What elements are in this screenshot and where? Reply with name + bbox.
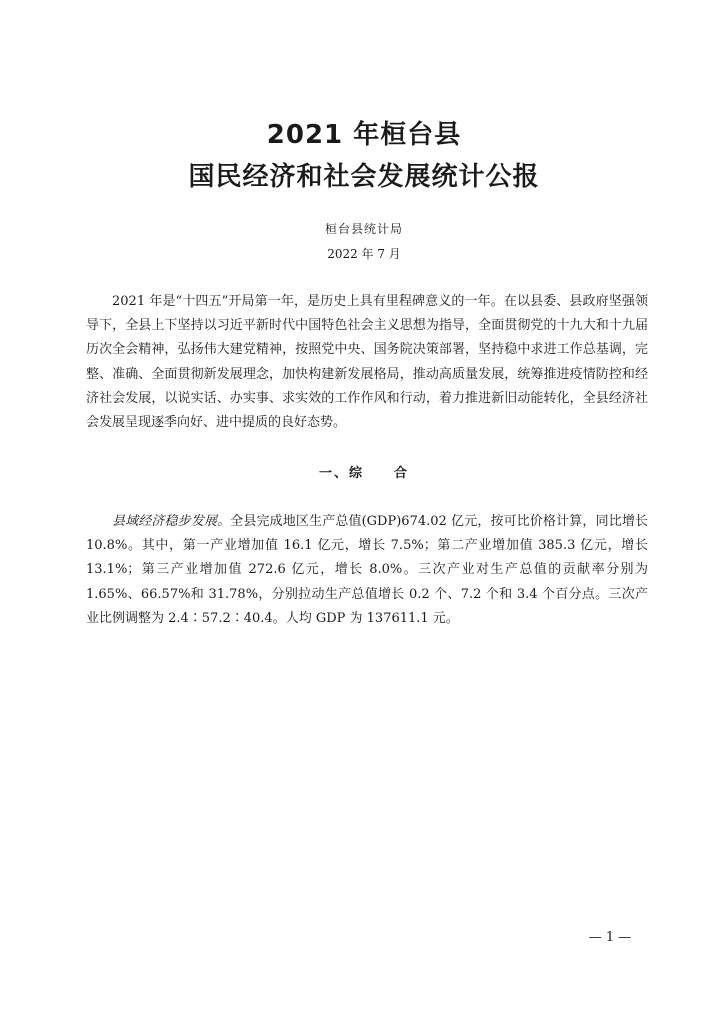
page-number: — 1 — [588,930,632,945]
report-title-line-2: 国民经济和社会发展统计公报 [188,162,540,192]
report-title-line-1: 2021 年桓台县 [266,120,462,150]
report-date: 2022 年 7 月 [327,247,401,261]
section-heading-overview: 一、综 合 [318,466,409,481]
section-paragraph-economy [86,510,648,631]
report-author: 桓台县统计局 [324,222,403,236]
paragraph-body: 全县完成地区生产总值(GDP)674.02 亿元，按可比价格计算，同比增长 10.8%。其中，第一产业增加值 16.1 亿元，增长 7.5%；第二产业增加值 385.3 亿元，增长 13.1%；第三产业增加值 272.6 亿元，增长 8.0%。三次产业对生产总值的贡献率分别为 1.65%、66.57%和 31.78%，分别拉动生产总值增长 0.2 个、7.2 个和 3.4 个百分点。三次产业比例调整为 2.4∶57.2∶40.4。人均 GDP 为 137611.1 元。 [86,514,648,626]
intro-paragraph: 2021 年是“十四五”开局第一年，是历史上具有里程碑意义的一年。在以县委、县政府坚强领导下，全县上下坚持以习近平新时代中国特色社会主义思想为指导，全面贯彻党的十九大和十九届历次全会精神，弘扬伟大建党精神，按照党中央、国务院决策部署，坚持稳中求进工作总基调，完整、准确、全面贯彻新发展理念，加快构建新发展格局，推动高质量发展，统筹推进疫情防控和经济社会发展，以说实话、办实事、求实效的工作作风和行动，着力推进新旧动能转化，全县经济社会发展呈现逐季向好、进中提质的良好态势。 [86,294,648,431]
paragraph-lead: 县域经济稳步发展。 [112,514,231,529]
